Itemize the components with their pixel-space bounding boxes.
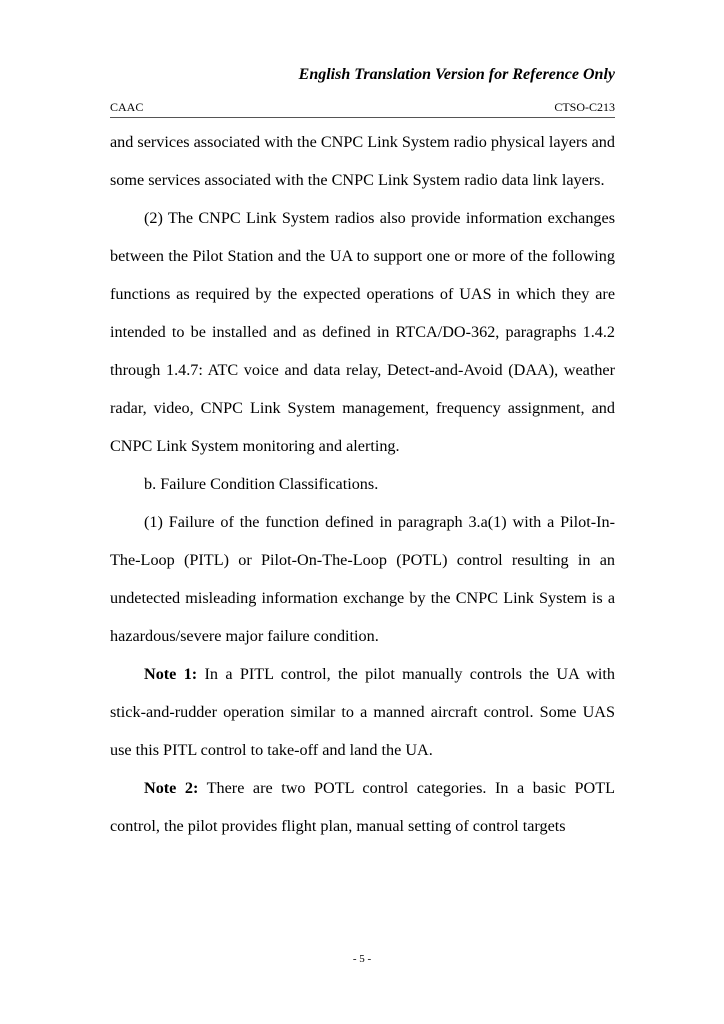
document-body [110,123,615,845]
note-1-label: Note 1: [144,665,198,683]
note-2-label: Note 2: [144,779,199,797]
page-number: - 5 - [352,953,372,965]
note-2-text: There are two POTL control categories. In a basic POTL control, the pilot provides flight plan, manual setting of control targets [110,779,615,835]
paragraph-continuation: and services associated with the CNPC Link System radio physical layers and some services associated with the CNPC Link System radio data link layers. [110,133,615,189]
note-1 [110,655,615,769]
section-heading-b: b. Failure Condition Classifications. [144,475,379,493]
header-organization: CAAC [110,100,144,114]
translation-banner: English Translation Version for Reference Only [298,66,615,83]
header-document-id: CTSO-C213 [554,100,615,114]
note-1-text: In a PITL control, the pilot manually controls the UA with stick-and-rudder operation similar to a manned aircraft control. Some UAS use this PITL control to take-off and land the UA. [110,665,615,759]
paragraph-item-b1: (1) Failure of the function defined in paragraph 3.a(1) with a Pilot-In-The-Loop (PITL) or Pilot-On-The-Loop (POTL) control resulting in an undetected misleading information exchange by the CNPC Link System is a hazardous/severe major failure condition. [110,513,615,645]
note-2 [110,769,615,845]
page-header [110,99,615,118]
paragraph-item-2: (2) The CNPC Link System radios also provide information exchanges between the Pilot Station and the UA to support one or more of the following functions as required by the expected operations of UAS in which they are intended to be installed and as defined in RTCA/DO-362, paragraphs 1.4.2 through 1.4.7: ATC voice and data relay, Detect-and-Avoid (DAA), weather radar, video, CNPC Link System management, frequency assignment, and CNPC Link System monitoring and alerting. [110,209,615,455]
